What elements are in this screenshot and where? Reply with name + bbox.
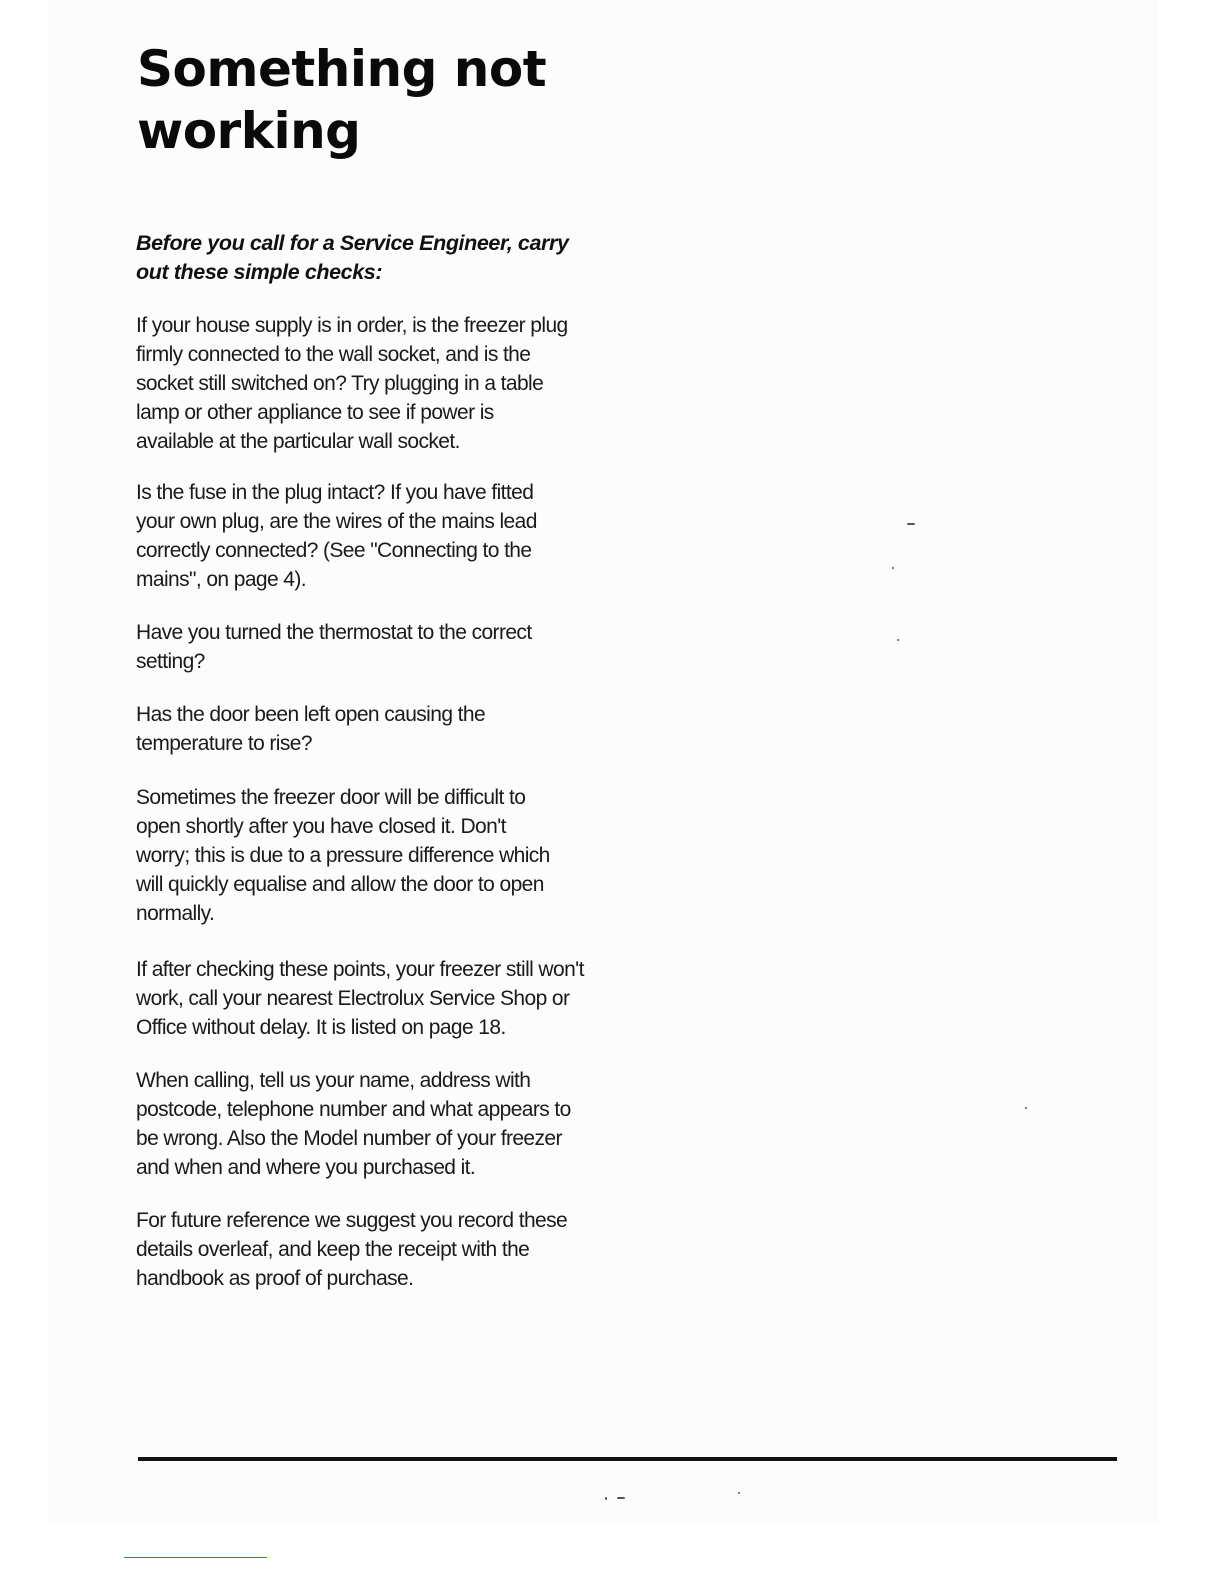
paragraph-line: For future reference we suggest you record these bbox=[136, 1209, 568, 1232]
paragraph-line: correctly connected? (See "Connecting to the bbox=[136, 539, 532, 562]
title-line-1: Something not bbox=[137, 40, 547, 98]
paragraph-line: your own plug, are the wires of the mains lead bbox=[136, 510, 537, 533]
paragraph-future-reference bbox=[136, 1206, 616, 1293]
paragraph-line: firmly connected to the wall socket, and is the bbox=[136, 343, 531, 366]
page-title bbox=[137, 38, 546, 162]
paragraph-line: mains", on page 4). bbox=[136, 568, 306, 591]
paragraph-line: be wrong. Also the Model number of your freezer bbox=[136, 1127, 562, 1150]
scan-speck bbox=[897, 639, 899, 641]
paragraph-line: open shortly after you have closed it. Don't bbox=[136, 815, 506, 838]
paragraph-door-open bbox=[136, 700, 616, 758]
scan-speck bbox=[892, 567, 894, 569]
paragraph-thermostat bbox=[136, 618, 616, 676]
intro-line-2: out these simple checks: bbox=[136, 260, 383, 284]
scan-speck bbox=[1025, 1107, 1027, 1109]
scan-speck bbox=[907, 523, 915, 525]
paragraph-line: Has the door been left open causing the bbox=[136, 703, 486, 726]
paragraph-line: Is the fuse in the plug intact? If you have fitted bbox=[136, 481, 534, 504]
paragraph-line: setting? bbox=[136, 650, 205, 673]
paragraph-line: lamp or other appliance to see if power is bbox=[136, 401, 494, 424]
title-line-2: working bbox=[137, 102, 361, 160]
paragraph-line: If your house supply is in order, is the freezer plug bbox=[136, 314, 568, 337]
paragraph-when-calling bbox=[136, 1066, 616, 1182]
paragraph-line: handbook as proof of purchase. bbox=[136, 1267, 414, 1290]
intro-text bbox=[136, 229, 616, 287]
paragraph-line: available at the particular wall socket. bbox=[136, 430, 460, 453]
paragraph-line: If after checking these points, your freezer still won't bbox=[136, 958, 584, 981]
paragraph-line: Have you turned the thermostat to the correct bbox=[136, 621, 532, 644]
scan-speck bbox=[617, 1497, 625, 1499]
paragraph-line: When calling, tell us your name, address with bbox=[136, 1069, 531, 1092]
paragraph-line: postcode, telephone number and what appears to bbox=[136, 1098, 571, 1121]
paragraph-line: details overleaf, and keep the receipt with the bbox=[136, 1238, 530, 1261]
paragraph-line: and when and where you purchased it. bbox=[136, 1156, 476, 1179]
paragraph-call-service bbox=[136, 955, 616, 1042]
paragraph-line: will quickly equalise and allow the door to open bbox=[136, 873, 544, 896]
footer-rule bbox=[138, 1457, 1117, 1461]
intro-line-1: Before you call for a Service Engineer, carry bbox=[136, 231, 569, 255]
paragraph-line: normally. bbox=[136, 902, 215, 925]
scan-speck bbox=[605, 1497, 607, 1500]
paragraph-line: Sometimes the freezer door will be difficult to bbox=[136, 786, 526, 809]
paragraph-line: Office without delay. It is listed on page 18. bbox=[136, 1016, 506, 1039]
paragraph-line: work, call your nearest Electrolux Service Shop or bbox=[136, 987, 570, 1010]
bottom-underline bbox=[124, 1557, 267, 1558]
paragraph-line: temperature to rise? bbox=[136, 732, 312, 755]
scan-speck bbox=[738, 1492, 740, 1494]
paragraph-line: worry; this is due to a pressure difference which bbox=[136, 844, 550, 867]
paragraph-door-difficult bbox=[136, 783, 616, 928]
paragraph-line: socket still switched on? Try plugging in a table bbox=[136, 372, 544, 395]
paragraph-power-supply bbox=[136, 311, 616, 456]
paragraph-fuse bbox=[136, 478, 616, 594]
